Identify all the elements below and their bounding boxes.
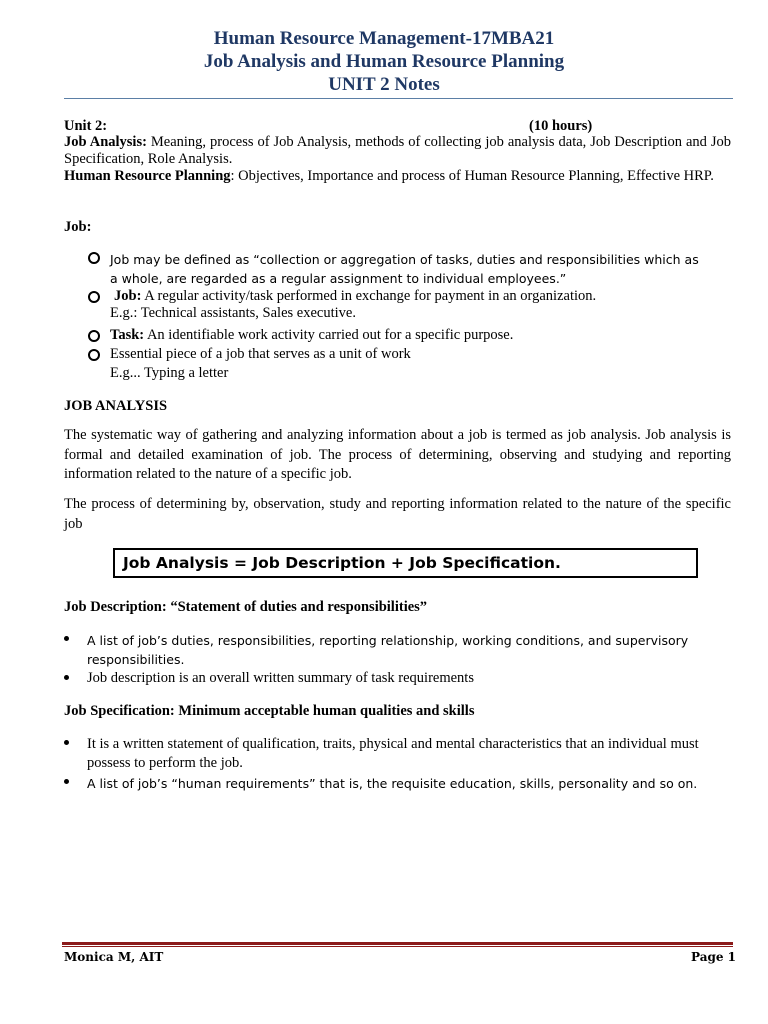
- circle-bullet-icon: [88, 330, 100, 342]
- job-analysis-heading: JOB ANALYSIS: [64, 398, 168, 414]
- job-specification-heading: Job Specification: Minimum acceptable human qualities and skills: [64, 703, 475, 719]
- doc-title: Human Resource Management-17MBA21: [213, 28, 555, 49]
- unit-of-work-example: E.g... Typing a letter: [110, 365, 229, 381]
- syllabus-hrp: [64, 168, 731, 185]
- job-specification-item-2: A list of job’s “human requirements” that is, the requisite education, skills, personality and so on.: [87, 776, 698, 791]
- job-item-text: A regular activity/task performed in exchange for payment in an organization.: [141, 288, 597, 304]
- job-heading: Job:: [64, 219, 92, 235]
- job-item-label: Job:: [114, 288, 142, 304]
- unit-hours: (10 hours): [529, 118, 593, 134]
- bullet-dot-icon: [64, 779, 69, 784]
- job-definition: Job may be defined as “collection or aggregation of tasks, duties and responsibilities which as a whole, are regarded as a regular assignment to individual employees.”: [110, 252, 699, 286]
- footer-rule: [62, 942, 733, 945]
- doc-subtitle: Job Analysis and Human Resource Planning: [203, 51, 565, 72]
- syllabus-hrp-label: Human Resource Planning: [64, 168, 231, 184]
- task-item-label: Task:: [110, 327, 145, 343]
- footer-page-number: Page 1: [691, 950, 737, 964]
- circle-bullet-icon: [88, 349, 100, 361]
- unit-of-work-item: Essential piece of a job that serves as a unit of work: [110, 346, 411, 362]
- bullet-dot-icon: [64, 636, 69, 641]
- task-item-text: An identifiable work activity carried out for a specific purpose.: [144, 327, 514, 343]
- syllabus-job-analysis: [64, 134, 731, 168]
- job-description-heading: Job Description: “Statement of duties and responsibilities”: [64, 599, 428, 615]
- circle-bullet-icon: [88, 291, 100, 303]
- job-description-item-1: A list of job’s duties, responsibilities, reporting relationship, working conditions, and supervisory responsibilities.: [87, 633, 689, 667]
- job-item-example: E.g.: Technical assistants, Sales executive.: [110, 305, 356, 321]
- unit-label: Unit 2:: [64, 118, 108, 134]
- syllabus-hrp-text: : Objectives, Importance and process of Human Resource Planning, Effective HRP.: [230, 168, 714, 184]
- footer-author: Monica M, AIT: [64, 950, 164, 964]
- doc-unit-title: UNIT 2 Notes: [328, 74, 440, 95]
- job-analysis-paragraph-2: The process of determining by, observation, study and reporting information related to the nature of the specific job: [64, 496, 731, 532]
- bullet-dot-icon: [64, 740, 69, 745]
- formula-box: Job Analysis = Job Description + Job Specification.: [113, 548, 698, 578]
- task-item: [110, 327, 710, 344]
- job-specification-item-1: It is a written statement of qualification, traits, physical and mental characteristics that an individual must possess to perform the job.: [87, 736, 699, 771]
- footer-rule-thin: [62, 946, 733, 947]
- bullet-dot-icon: [64, 675, 69, 680]
- job-item: [114, 288, 714, 305]
- header-rule: [64, 98, 733, 99]
- syllabus-ja-label: Job Analysis:: [64, 134, 147, 150]
- syllabus-ja-text: Meaning, process of Job Analysis, methods of collecting job analysis data, Job Description and Job Specification, Role Analysis.: [64, 134, 731, 167]
- circle-bullet-icon: [88, 252, 100, 264]
- job-description-item-2: Job description is an overall written summary of task requirements: [87, 670, 474, 686]
- job-analysis-paragraph-1: The systematic way of gathering and analyzing information about a job is termed as job analysis. Job analysis is formal and detailed examination of job. The process of determining, observing and studying and reporting information related to the nature of a specific job.: [64, 427, 731, 482]
